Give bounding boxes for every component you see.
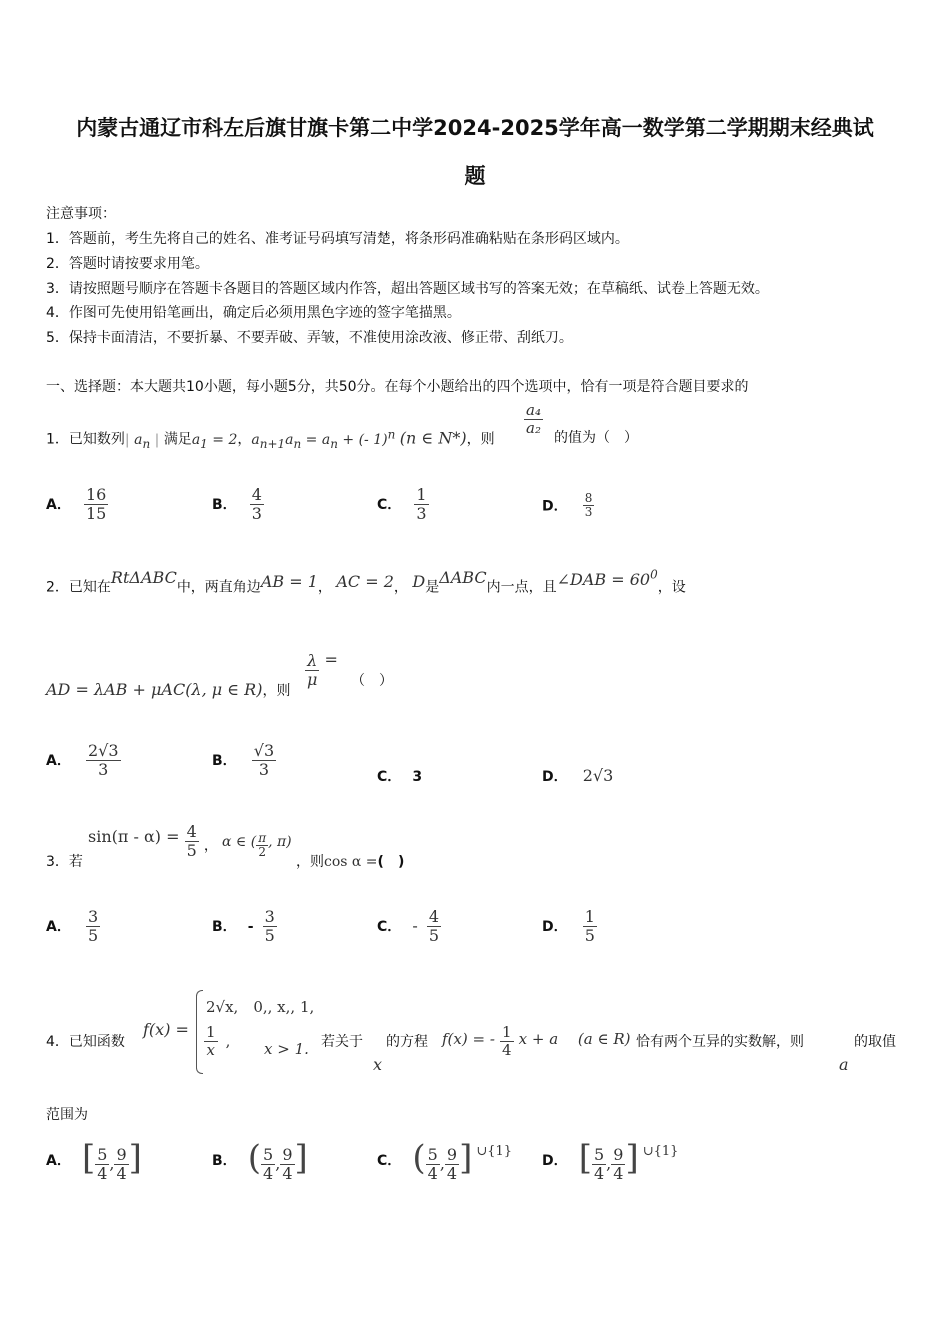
q2-option-b[interactable]: B． $\frac{√3}{3}$: [212, 741, 275, 779]
q2-option-d[interactable]: D． 2√3: [542, 766, 614, 785]
question-3-stem: 3．若: [46, 854, 83, 870]
question-number: 2．: [46, 579, 69, 596]
q4-text-roots: 恰有两个互异的实数解，则: [636, 1034, 804, 1050]
note-item: 5．保持卡面清洁，不要折暴、不要弄破、弄皱，不准使用涂改液、修正带、刮纸刀。: [46, 330, 573, 346]
q1-ratio-fraction: $\frac{\text{a₄}}{\text{a₂}}$: [526, 401, 541, 437]
q4-equation: f(x) = - $\frac{1}{4}$ x + a (a ∈ R): [442, 1023, 631, 1059]
q4-piecewise-brace: [196, 990, 203, 1074]
question-number: 3．: [46, 854, 69, 870]
q3-option-c[interactable]: C． - $\frac{4}{5}$: [377, 907, 440, 945]
section-heading: 一、选择题：本大题共10小题，每小题5分，共50分。在每个小题给出的四个选项中，恰有一项是符合题目要求的: [46, 379, 749, 395]
note-item: 3．请按照题号顺序在答题卡各题目的答题区域内作答，超出答题区域书写的答案无效；在草稿纸、试卷上答题无效。: [46, 281, 769, 297]
q4-option-d[interactable]: D． [ $\frac{5}{4}$ , $\frac{9}{4}$ ] $^{\cup\{1\}}$: [542, 1138, 679, 1183]
q2-ratio-fraction: $\frac{\lambda}{\mu}$ = （ ）: [307, 649, 393, 689]
question-number: 4．: [46, 1034, 69, 1050]
page-title-line1: 内蒙古通辽市科左后旗甘旗卡第二中学2024-2025学年高一数学第二学期期末经典试: [76, 116, 874, 140]
q3-option-a[interactable]: A． $\frac{3}{5}$: [46, 907, 99, 945]
q4-case-2: $\frac{1}{x}$ ,: [206, 1023, 231, 1059]
q4-option-b[interactable]: B． ( $\frac{5}{4}$ , $\frac{9}{4}$ ]: [212, 1138, 308, 1183]
q4-text-range: 的取值: [854, 1034, 896, 1050]
note-item: 2．答题时请按要求用笔。: [46, 256, 209, 272]
q4-var-x: x: [373, 1055, 383, 1074]
q4-option-c[interactable]: C． ( $\frac{5}{4}$ , $\frac{9}{4}$ ] $^{\cup\{1\}}$: [377, 1138, 513, 1183]
q1-tail: 的值为（ ）: [554, 430, 638, 446]
q1-text: 已知数列: [68, 431, 125, 448]
question-2-stem: 2．已知在RtΔABC中，两直角边AB = 1， AC = 2， D是ΔABC内一点，且∠DAB = $60^0$，设: [46, 568, 686, 596]
q1-a1: $a_1 = 2$: [191, 431, 238, 451]
q1-option-a[interactable]: A． $\frac{16}{15}$: [46, 485, 107, 523]
q1-option-d[interactable]: D． $\frac{8}{3}$: [542, 491, 593, 520]
q3-sine-expr: sin(π - α) = $\frac{4}{5}$ ，: [88, 822, 218, 860]
q3-question: ，则cos α =( ): [296, 854, 405, 870]
q1-seq: | $a_n$ |: [124, 431, 160, 451]
note-item: 4．作图可先使用铅笔画出，确定后必须用黑色字迹的签字笔描黑。: [46, 305, 461, 321]
q2-option-c[interactable]: C． 3: [377, 769, 423, 785]
q4-var-a: a: [839, 1055, 849, 1074]
q4-case-1: 2√x, 0,, x,, 1,: [206, 998, 315, 1016]
q1-recurrence: $a_{n+1}a_n = a_n$ + (- 1)$^n$: [251, 427, 396, 451]
q1-condition: (n ∈ N*): [399, 428, 467, 448]
q4-option-a[interactable]: A． [ $\frac{5}{4}$ , $\frac{9}{4}$ ]: [46, 1138, 142, 1183]
q1-text: 满足: [163, 431, 192, 448]
question-4-stem: 4．已知函数: [46, 1034, 125, 1050]
q4-case-2-condition: x > 1.: [264, 1040, 309, 1058]
q3-alpha-range: α ∈ ( $\frac{\pi}{2}$ , π): [222, 831, 292, 860]
q4-text-range-cont: 范围为: [46, 1107, 88, 1123]
page-title-line2: 题: [464, 164, 486, 188]
question-1-stem: 1．已知数列| $a_n$ | 满足$a_1 = 2$，$a_{n+1}a_n = a_n$ + (- 1)$^n$ (n ∈ N*)，则: [46, 427, 495, 451]
q3-option-b[interactable]: B． - $\frac{3}{5}$: [212, 907, 275, 945]
q2-vector-line: AD = λAB + μAC(λ, μ ∈ R)，则: [46, 680, 291, 699]
question-number: 1．: [46, 431, 69, 448]
q4-text-equation: 的方程: [386, 1034, 428, 1050]
q4-text-about: 若关于: [321, 1034, 363, 1050]
q4-function-name: f(x) =: [143, 1020, 189, 1039]
q2-option-a[interactable]: A． $\frac{2√3}{3}$: [46, 741, 119, 779]
note-item: 1．答题前，考生先将自己的姓名、准考证号码填写清楚，将条形码准确粘贴在条形码区域内。: [46, 231, 629, 247]
q1-option-b[interactable]: B． $\frac{4}{3}$: [212, 485, 262, 523]
q1-option-c[interactable]: C． $\frac{1}{3}$: [377, 485, 427, 523]
notes-heading: 注意事项：: [46, 206, 116, 222]
q3-option-d[interactable]: D． $\frac{1}{5}$: [542, 907, 595, 945]
